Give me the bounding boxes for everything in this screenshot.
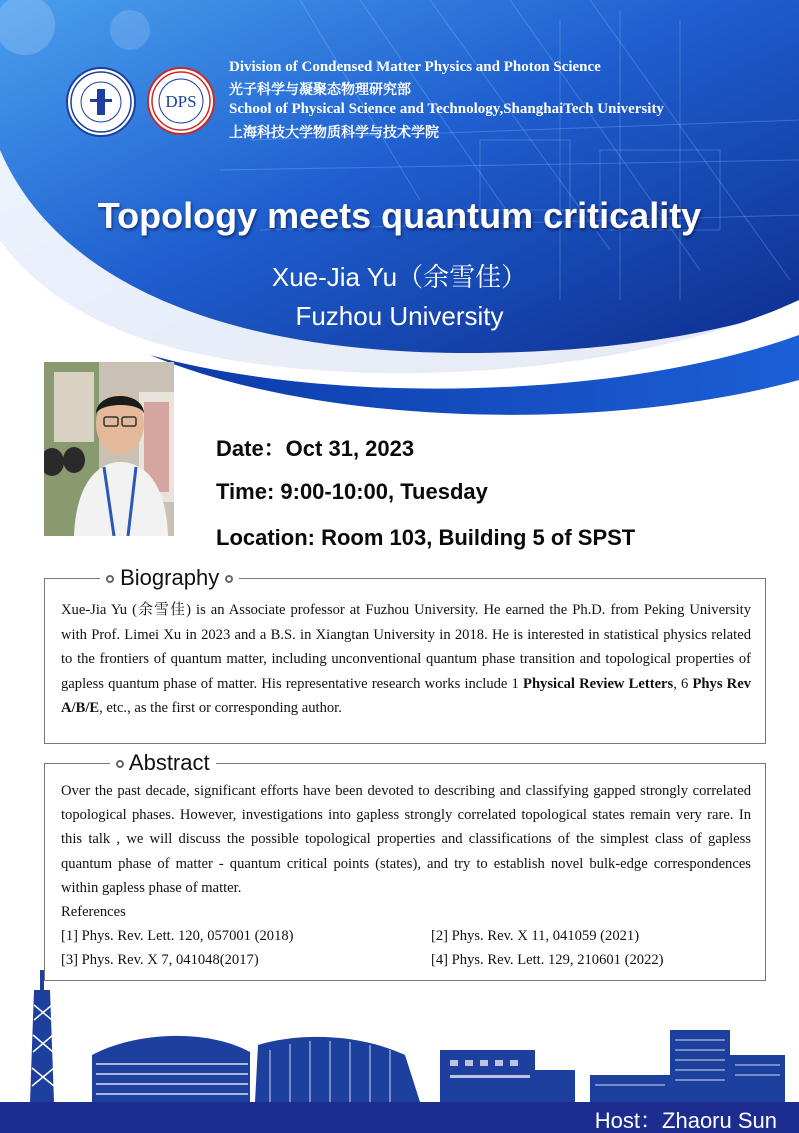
speaker-affiliation: Fuzhou University [295, 301, 504, 331]
host-name: Host：Zhaoru Sun [594, 1108, 777, 1133]
talk-location: Location: Room 103, Building 5 of SPST [216, 525, 636, 550]
talk-time: Time: 9:00-10:00, Tuesday [216, 479, 488, 504]
building-illustration-4 [590, 1030, 785, 1102]
dps-logo-text: DPS [165, 92, 197, 111]
talk-date: Date：Oct 31, 2023 [216, 436, 415, 461]
bullet-icon [116, 760, 124, 768]
biography-text-part-3: , etc., as the first or corresponding author. [99, 700, 342, 716]
abstract-box [44, 750, 766, 981]
bullet-icon [106, 575, 114, 583]
abstract-heading: Abstract [128, 750, 210, 775]
abstract-text: Over the past decade, significant efforts have been devoted to describing and classifying gapped strongly correlated topological phases. However, investigations into gapless strongly correlated topological states remain very rare. In this talk , we will discuss the possible topological properties and classifications of the simplest class of gapless quantum phase of matter - quantum critical points (states), and try to establish novel bulk-edge correspondences within gapless phase of matter. [61, 783, 751, 896]
abstract-text-wrap [61, 779, 751, 972]
talk-title: Topology meets quantum criticality [97, 195, 702, 236]
biography-box [44, 565, 766, 744]
biography-heading-wrap [100, 565, 239, 591]
footer-buildings-illustration [0, 960, 799, 1105]
biography-text [61, 598, 751, 721]
bullet-icon [225, 575, 233, 583]
header-banner [0, 0, 799, 420]
biography-heading: Biography [120, 565, 220, 590]
org-english-1: Division of Condensed Matter Physics and Photon Science [229, 59, 601, 75]
speaker-photo [44, 362, 174, 536]
speaker-name: Xue-Jia Yu（余雪佳） [271, 262, 528, 292]
org-chinese-2: 上海科技大学物质科学与技术学院 [229, 125, 439, 141]
biography-bold-2: Phys Rev A/B/E [61, 675, 751, 716]
reference-item: [4] Phys. Rev. Lett. 129, 210601 (2022) [431, 952, 664, 969]
references-label: References [61, 904, 126, 921]
biography-text-part-1: Xue-Jia Yu (余雪佳) is an Associate professor at Fuzhou University. He earned the Ph.D. from Peking University with Prof. Limei Xu in 2023 and a B.S. in Xiangtan University in 2018. He is interested in statistical physics related to the frontiers of quantum matter, including unconventional quantum phase transition and topological properties of gapless quantum phase of matter. His representative research works include 1 [61, 602, 751, 692]
org-chinese-1: 光子科学与凝聚态物理研究部 [229, 82, 411, 98]
building-illustration-1 [92, 1036, 250, 1102]
reference-item: [1] Phys. Rev. Lett. 120, 057001 (2018) [61, 928, 294, 945]
dps-logo [147, 67, 215, 135]
building-illustration-2 [255, 1037, 420, 1102]
reference-item: [3] Phys. Rev. X 7, 041048(2017) [61, 952, 259, 969]
org-english-2: School of Physical Science and Technology,ShanghaiTech University [229, 101, 664, 117]
reference-item: [2] Phys. Rev. X 11, 041059 (2021) [431, 928, 640, 945]
biography-text-part-2: , 6 [673, 675, 693, 692]
abstract-heading-wrap [110, 750, 216, 776]
biography-bold-1: Physical Review Letters [523, 675, 674, 692]
shanghaitech-logo [66, 67, 136, 137]
